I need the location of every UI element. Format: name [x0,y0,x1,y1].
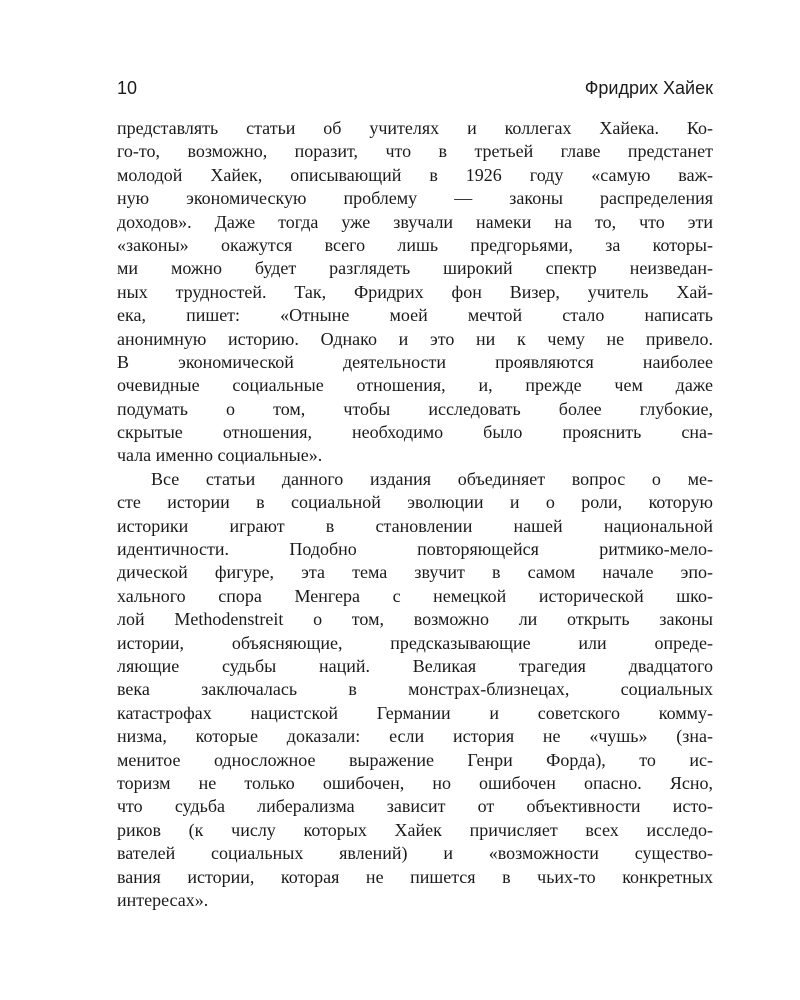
paragraph-2 [117,468,713,912]
text-line: вания истории, которая не пишется в чьих-то конкретных [117,866,713,887]
text-line: идентичности. Подобно повторяющейся ритмико-мело- [117,539,713,560]
text-line: ную экономическую проблему — законы распределения [117,188,713,209]
text-line: риков (к числу которых Хайек причисляет всех исследо- [117,819,713,840]
text-line: Все статьи данного издания объединяет вопрос о ме- [151,468,713,489]
text-line: очевидные социальные отношения, и, прежде чем даже [117,375,713,396]
text-line: интересах». [117,889,209,910]
text-line: подумать о том, чтобы исследовать более глубокие, [117,398,713,419]
text-line: го-то, возможно, поразит, что в третьей главе предстанет [117,141,713,162]
text-line: торизм не только ошибочен, но ошибочен опасно. Ясно, [117,772,713,793]
running-header-author: Фридрих Хайек [584,78,713,98]
text-line: дической фигуре, эта тема звучит в самом начале эпо- [117,562,713,583]
text-line: вателей социальных явлений) и «возможности существо- [117,843,713,864]
text-line: ляющие судьбы наций. Великая трагедия двадцатого [117,655,713,676]
text-line: анонимную историю. Однако и это ни к чему не привело. [117,328,713,349]
text-line: ми можно будет разглядеть широкий спектр неизведан- [117,258,713,279]
text-line: ека, пишет: «Отныне моей мечтой стало написать [117,305,713,326]
text-line: лой Methodenstreit о том, возможно ли открыть законы [117,609,713,630]
text-line: представлять статьи об учителях и коллегах Хайека. Ко- [117,118,713,138]
text-line: истории, объясняющие, предсказывающие или опреде- [117,632,713,653]
text-line: менитое односложное выражение Генри Форда), то ис- [117,749,713,770]
text-line: скрытые отношения, необходимо было прояснить сна- [117,422,713,443]
page-number: 10 [117,78,138,98]
text-line: что судьба либерализма зависит от объективности исто- [117,796,713,817]
body-text [117,117,713,912]
text-line: «законы» окажутся всего лишь предгорьями, за которы- [117,234,713,255]
running-header [117,76,713,100]
text-line: века заключалась в монстрах-близнецах, социальных [117,679,713,700]
text-line: ных трудностей. Так, Фридрих фон Визер, учитель Хай- [117,281,713,302]
text-line: чала именно социальные». [117,445,323,466]
text-line: катастрофах нацистской Германии и советского комму- [117,702,713,723]
text-line: низма, которые доказали: если история не «чушь» (зна- [117,726,713,747]
text-line: доходов». Даже тогда уже звучали намеки на то, что эти [117,211,713,232]
text-line: В экономической деятельности проявляются наиболее [117,351,713,372]
text-line: сте истории в социальной эволюции и о роли, которую [117,492,713,513]
text-line: молодой Хайек, описывающий в 1926 году «самую важ- [117,164,713,185]
paragraph-1 [117,117,713,468]
text-line: хального спора Менгера с немецкой исторической шко- [117,585,713,606]
text-line: историки играют в становлении нашей национальной [117,515,713,536]
